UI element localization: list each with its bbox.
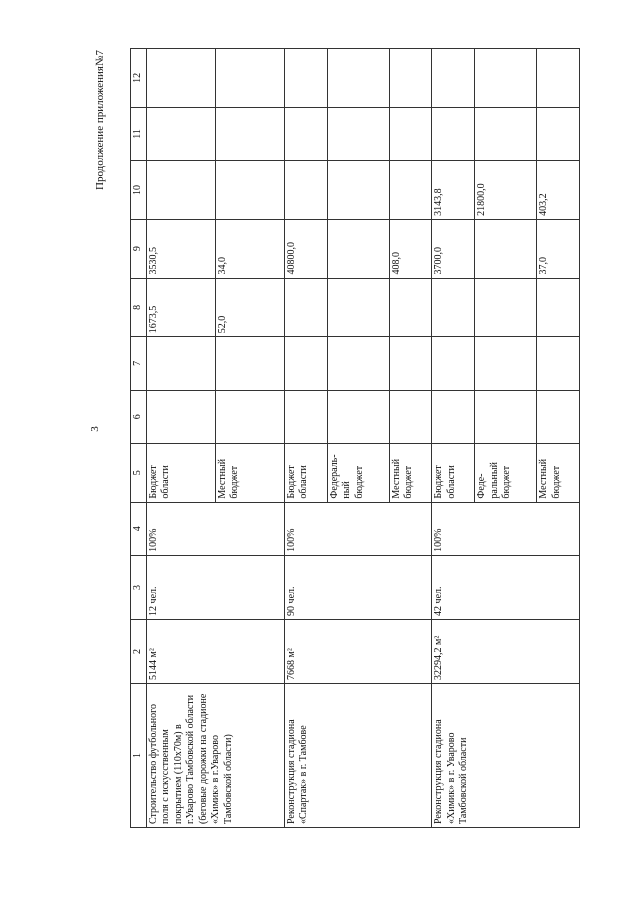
area-cell: 32294,2 м² [432, 619, 580, 683]
col-6-cell [284, 390, 327, 443]
col-10-cell [146, 161, 215, 220]
people-cell: 90 чел. [284, 555, 432, 619]
col-8-cell [432, 278, 475, 337]
col-12-cell [389, 49, 432, 108]
object-name-cell: Реконструкция стадиона «Спартак» в г. Тамбове [284, 683, 432, 827]
object-name-cell: Реконструкция стадиона «Химик» в г. Уварово Тамбовской области [432, 683, 580, 827]
col-11-cell [475, 107, 537, 160]
col-8-cell [475, 278, 537, 337]
col-7-cell [215, 337, 284, 390]
header-row [131, 49, 147, 828]
col-7-cell [284, 337, 327, 390]
col-8-cell [284, 278, 327, 337]
column-header-5: 5 [131, 443, 147, 502]
table-row [146, 49, 215, 828]
col-11-cell [537, 107, 580, 160]
col-7-cell [432, 337, 475, 390]
table-body [146, 49, 580, 828]
col-10-cell [215, 161, 284, 220]
column-header-9: 9 [131, 219, 147, 278]
funding-source-cell: Местный бюджет [537, 443, 580, 502]
col-9-cell [475, 219, 537, 278]
col-10-cell: 403,2 [537, 161, 580, 220]
col-6-cell [389, 390, 432, 443]
col-6-cell [475, 390, 537, 443]
col-10-cell [389, 161, 432, 220]
col-11-cell [146, 107, 215, 160]
col-7-cell [475, 337, 537, 390]
col-8-cell [389, 278, 432, 337]
funding-source-cell: Местный бюджет [215, 443, 284, 502]
col-9-cell: 37,0 [537, 219, 580, 278]
funding-source-cell: Бюджет области [146, 443, 215, 502]
col-11-cell [215, 107, 284, 160]
readiness-cell: 100% [146, 502, 284, 555]
col-11-cell [327, 107, 389, 160]
readiness-cell: 100% [432, 502, 580, 555]
col-8-cell: 1673,5 [146, 278, 215, 337]
col-9-cell: 40800,0 [284, 219, 327, 278]
column-header-7: 7 [131, 337, 147, 390]
col-11-cell [432, 107, 475, 160]
column-header-1: 1 [131, 683, 147, 827]
funding-source-cell: Федераль-ный бюджет [327, 443, 389, 502]
col-10-cell [327, 161, 389, 220]
col-8-cell [327, 278, 389, 337]
col-12-cell [432, 49, 475, 108]
col-12-cell [146, 49, 215, 108]
col-6-cell [537, 390, 580, 443]
col-9-cell: 3700,0 [432, 219, 475, 278]
col-7-cell [327, 337, 389, 390]
budget-table [130, 48, 580, 828]
col-12-cell [475, 49, 537, 108]
col-9-cell: 34,0 [215, 219, 284, 278]
people-cell: 12 чел. [146, 555, 284, 619]
col-9-cell [327, 219, 389, 278]
column-header-12: 12 [131, 49, 147, 108]
table-row [284, 49, 327, 828]
col-7-cell [146, 337, 215, 390]
col-11-cell [284, 107, 327, 160]
col-6-cell [215, 390, 284, 443]
column-header-6: 6 [131, 390, 147, 443]
funding-source-cell: Бюджет области [432, 443, 475, 502]
col-8-cell [537, 278, 580, 337]
area-cell: 5144 м² [146, 619, 284, 683]
column-header-2: 2 [131, 619, 147, 683]
col-12-cell [215, 49, 284, 108]
col-10-cell: 3143,8 [432, 161, 475, 220]
col-11-cell [389, 107, 432, 160]
col-7-cell [537, 337, 580, 390]
funding-source-cell: Феде-ральный бюджет [475, 443, 537, 502]
funding-source-cell: Местный бюджет [389, 443, 432, 502]
people-cell: 42 чел. [432, 555, 580, 619]
column-header-3: 3 [131, 555, 147, 619]
column-header-10: 10 [131, 161, 147, 220]
col-9-cell: 3530,5 [146, 219, 215, 278]
table-row [432, 49, 475, 828]
col-7-cell [389, 337, 432, 390]
col-8-cell: 52,0 [215, 278, 284, 337]
readiness-cell: 100% [284, 502, 432, 555]
appendix-note: Продолжение приложения№7 [94, 50, 106, 190]
col-6-cell [327, 390, 389, 443]
col-12-cell [327, 49, 389, 108]
col-12-cell [537, 49, 580, 108]
col-6-cell [146, 390, 215, 443]
col-6-cell [432, 390, 475, 443]
col-9-cell: 408,0 [389, 219, 432, 278]
area-cell: 7668 м² [284, 619, 432, 683]
col-12-cell [284, 49, 327, 108]
object-name-cell: Строительство футбольного поля с искусственным покрытием (110х70м) в г.Уварово Тамбовской области (беговые дорожки на стадионе «Химик» в г.Уварово Тамбовской области) [146, 683, 284, 827]
col-10-cell: 21800,0 [475, 161, 537, 220]
column-header-4: 4 [131, 502, 147, 555]
column-header-8: 8 [131, 278, 147, 337]
column-header-11: 11 [131, 107, 147, 160]
col-10-cell [284, 161, 327, 220]
funding-source-cell: Бюджет области [284, 443, 327, 502]
page-number: 3 [88, 426, 101, 432]
